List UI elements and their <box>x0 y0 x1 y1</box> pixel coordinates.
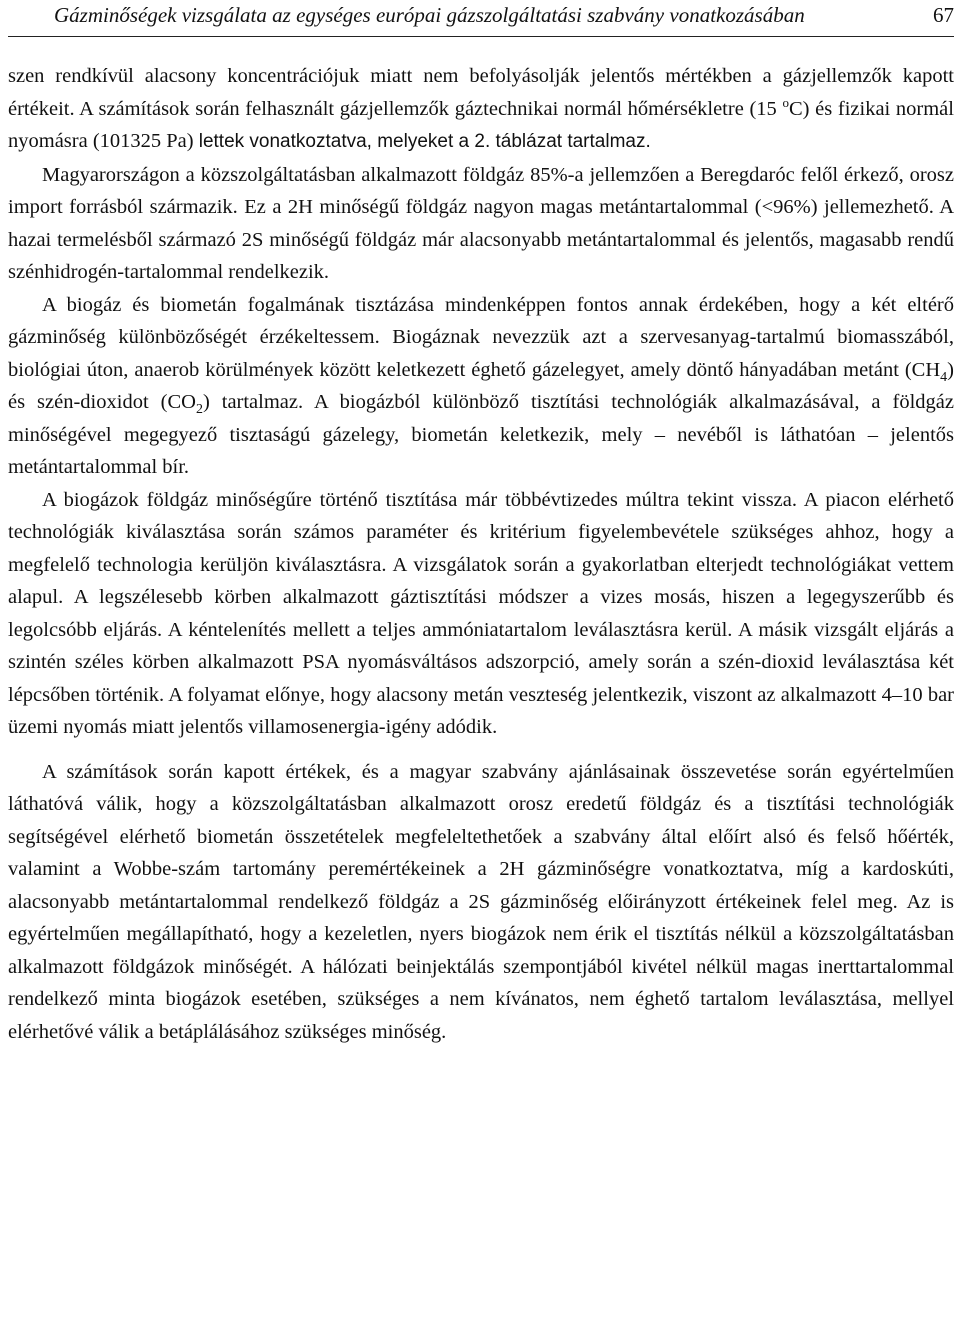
paragraph-3-text-c: ) tartalmaz. A biogázból különböző tisztítási technológiák alkalmazásával, a földgáz minőségével megegyező tisztaságú gázelegy, biometán keletkezik, mely – nevéből is láthatóan – jelentős metántartalommal bír. <box>8 391 954 478</box>
paragraph-2: Magyarországon a közszolgáltatásban alkalmazott földgáz 85%-a jellemzően a Beregdaróc felől érkező, orosz import forrásból származik. Ez a 2H minőségű földgáz nagyon magas metántartalommal (<96%) jellemezhető. A hazai termelésből származó 2S minőségű földgáz már alacsonyabb metántartalommal és jelentős, magasabb rendű szénhidrogén-tartalommal rendelkezik. <box>8 163 954 283</box>
co2-subscript: 2 <box>195 402 203 418</box>
page-number: 67 <box>933 3 954 27</box>
header-title: Gázminőségek vizsgálata az egységes európai gázszolgáltatási szabvány vonatkozásában <box>54 3 805 27</box>
methane-subscript: 4 <box>940 369 948 385</box>
document-page <box>8 0 954 1048</box>
paragraph-3 <box>8 289 954 484</box>
running-header <box>8 0 954 37</box>
paragraph-1-text-a: szen rendkívül alacsony koncentrációjuk miatt nem befolyásolják jelentős mértékben a gázjellemzők kapott értékeit. A számítások során felhasznált gázjellemzők gáztechnikai normál hőmérsékletre (15 <box>8 65 954 120</box>
degree-superscript: o <box>782 94 789 110</box>
paragraph-4: A biogázok földgáz minőségűre történő tisztítása már többévtizedes múltra tekint vissza. A piacon elérhető technológiák kiválasztása során számos paraméter és kritérium figyelembevétele szükséges ahhoz, hogy a megfelelő technologia kerüljön kiválasztásra. A vizsgálatok során a gyakorlatban elterjedt technológiákat vettem alapul. A legszélesebb körben alkalmazott gáztisztítási módszer a vizes mosás, hiszen a legegyszerűbb és legolcsóbb eljárás. A kéntelenítés mellett a teljes ammóniatartalom leválasztásra kerül. A másik vizsgált eljárás a szintén széles körben alkalmazott PSA nyomásváltásos adszorpció, amely során a szén-dioxid leválasztása két lépcsőben történik. A folyamat előnye, hogy alacsony metán veszteség jelentkezik, viszont az alkalmazott 4–10 bar üzemi nyomás miatt jelentős villamosenergia-igény adódik. <box>8 488 954 738</box>
paragraph-1-text-c: lettek vonatkoztatva, melyeket a 2. táblázat tartalmaz. <box>198 131 651 152</box>
paragraph-3-text-a: A biogáz és biometán fogalmának tisztázása mindenképpen fontos annak érdekében, hogy a két eltérő gázminőség különbözőségét érzékeltessem. Biogáznak nevezzük azt a szervesanyag-tartalmú biomasszából, biológiai úton, anaerob körülmények között keletkezett éghető gázelegyet, amely döntő hányadában metánt (CH <box>8 293 954 381</box>
body-text <box>8 60 954 1048</box>
paragraph-1-text-b: C) és fizikai normál nyomásra (101325 Pa) <box>8 97 954 152</box>
paragraph-5: A számítások során kapott értékek, és a magyar szabvány ajánlásainak összevetése során egyértelműen láthatóvá válik, hogy a közszolgáltatásban alkalmazott orosz eredetű földgáz és a tisztítási technológiák segítségével elérhető biometán összetételek megfeleltethetőek a szabvány által előírt alsó és felső hőérték, valamint a Wobbe-szám tartomány peremértékeinek a 2H gázminőségre vonatkoztatva, míg a kardoskúti, alacsonyabb metántartalommal rendelkező földgáz a 2S gázminőség előirányzott értékeinek felel meg. Az is egyértelműen megállapítható, hogy a kezeletlen, nyers biogázok nem érik el tisztítás nélkül a közszolgáltatásban alkalmazott földgázok minőségét. A hálózati beinjektálás szempontjából kivétel nélkül magas inerttartalommal rendelkező minta biogázok esetében, szükséges a nem kívánatos, nem éghető tartalom leválasztása, mellyel elérhetővé válik a betáplálásához szükséges minőség. <box>8 760 954 1043</box>
paragraph-1 <box>8 60 954 159</box>
paragraph-3-text-b: ) és szén-dioxidot (CO <box>8 358 954 413</box>
